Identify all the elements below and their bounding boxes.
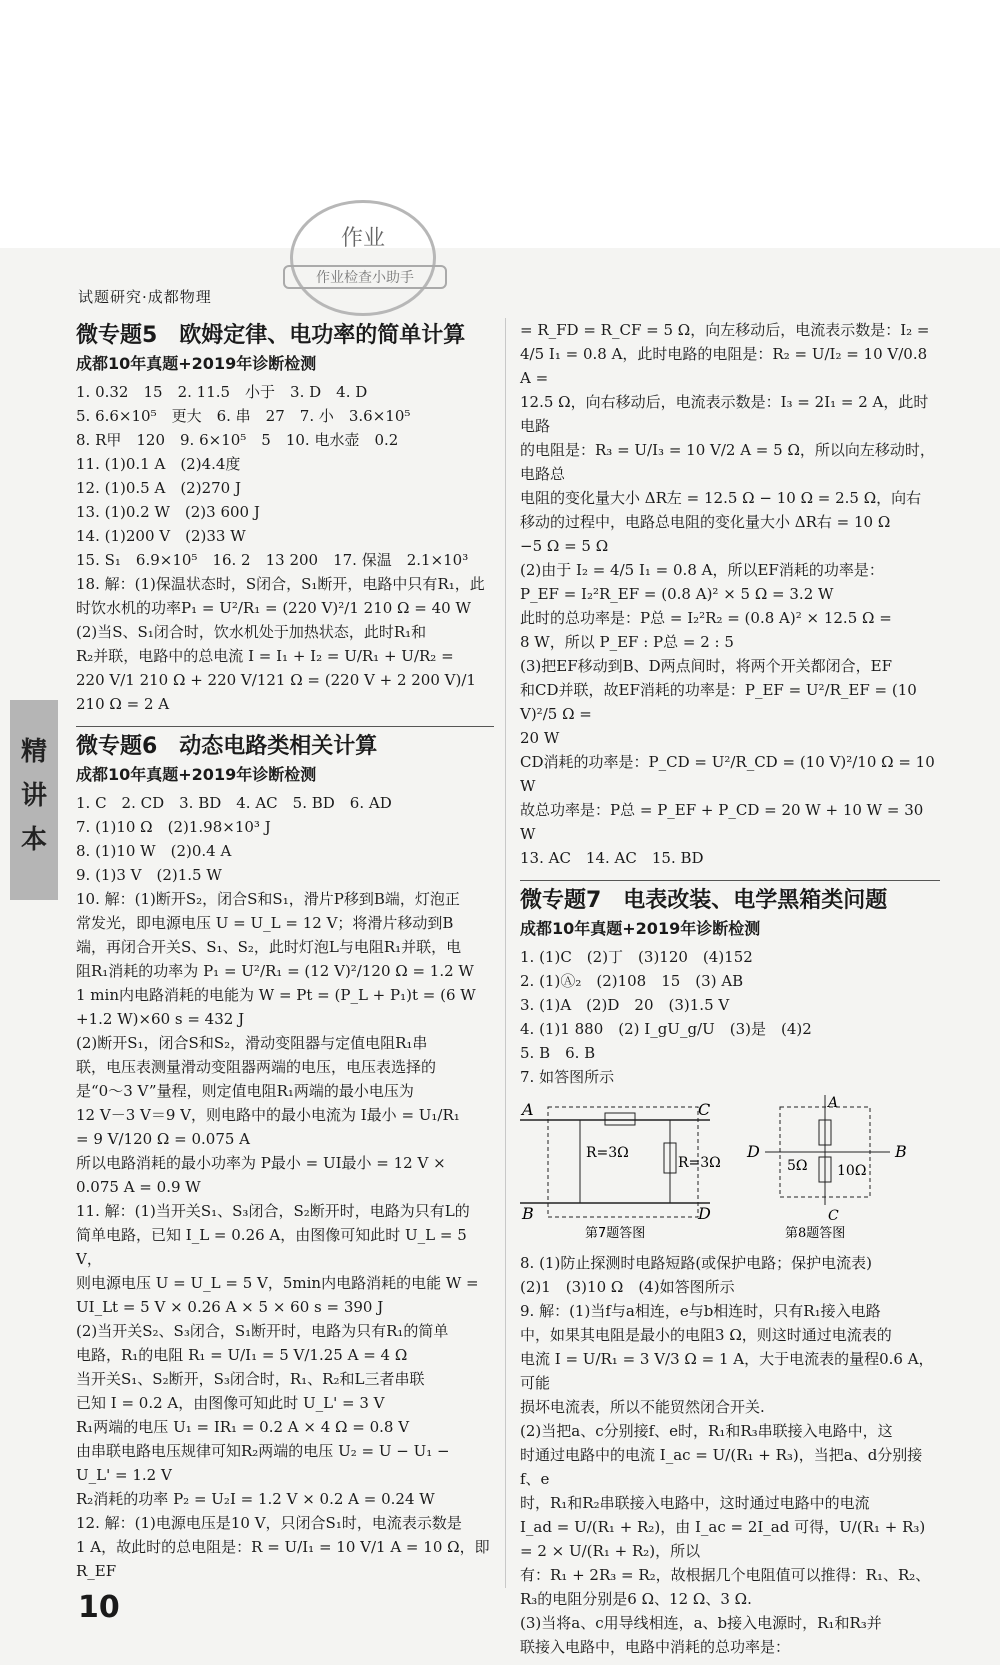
- label-d: D: [747, 1142, 760, 1161]
- side-tab-label: 精讲本: [21, 737, 48, 855]
- section-5-subtitle: 成都10年真题+2019年诊断检测: [76, 354, 317, 373]
- answer-line: I_ad = U/(R₁ + R₂)，由 I_ac = 2I_ad 可得，U/(R₁ + R₃) = 2 × U/(R₁ + R₂)，所以: [520, 1518, 926, 1560]
- answer-line: (2)1 (3)10 Ω (4)如答图所示: [520, 1278, 735, 1296]
- answer-line: 7. (1)10 Ω (2)1.98×10³ J: [76, 818, 271, 836]
- answer-line: 4/5 I₁ = 0.8 A，此时电路的电阻是：R₂ = U/I₂ = 10 V/0.8 A =: [520, 345, 928, 387]
- answer-line: 电阻的变化量大小 ΔR左 = 12.5 Ω − 10 Ω = 2.5 Ω，向右: [520, 489, 922, 507]
- answer-line: 18. 解：(1)保温状态时，S闭合，S₁断开，电路中只有R₁，此: [76, 575, 485, 593]
- section-7-subtitle: 成都10年真题+2019年诊断检测: [520, 919, 761, 938]
- label-c: C: [698, 1100, 711, 1119]
- answer-line: (3)把EF移动到B、D两点间时，将两个开关都闭合，EF: [520, 657, 893, 675]
- answer-line: 11. 解：(1)当开关S₁、S₃闭合，S₂断开时，电路为只有L的: [76, 1202, 470, 1220]
- label-b: B: [522, 1204, 534, 1223]
- answer-line: 时通过电路中的电流 I_ac = U/(R₁ + R₃)，当把a、d分别接f、e: [520, 1446, 923, 1488]
- answer-line: (2)当开关S₂、S₃闭合，S₁断开时，电路为只有R₁的简单: [76, 1322, 449, 1340]
- resistor-label: 5Ω: [787, 1158, 808, 1174]
- answer-line: 故总功率是：P总 = P_EF + P_CD = 20 W + 10 W = 30 W: [520, 801, 924, 843]
- answer-line: 端，再闭合开关S、S₁、S₂，此时灯泡L与电阻R₁并联，电: [76, 938, 462, 956]
- answer-line: R₁两端的电压 U₁ = IR₁ = 0.2 A × 4 Ω = 0.8 V: [76, 1418, 410, 1436]
- answer-line: 5. 6.6×10⁵ 更大 6. 串 27 7. 小 3.6×10⁵: [76, 407, 411, 425]
- section-separator: [76, 726, 494, 727]
- answer-line: 此时的总功率是：P总 = I₂²R₂ = (0.8 A)² × 12.5 Ω =: [520, 609, 892, 627]
- answer-line: 损坏电流表，所以不能贸然闭合开关.: [520, 1398, 765, 1416]
- section-6-subtitle: 成都10年真题+2019年诊断检测: [76, 765, 317, 784]
- page-header: 试题研究·成都物理: [78, 288, 212, 306]
- resistor-label: R=3Ω: [678, 1155, 721, 1171]
- answer-line: 13. (1)0.2 W (2)3 600 J: [76, 503, 260, 521]
- answer-line: 11. (1)0.1 A (2)4.4度: [76, 455, 241, 473]
- answer-line: R₂消耗的功率 P₂ = U₂I = 1.2 V × 0.2 A = 0.24 W: [76, 1490, 435, 1508]
- stamp-bottom-text: 作业检查小助手: [283, 265, 447, 289]
- answer-line: 移动的过程中，电路总电阻的变化量大小 ΔR右 = 10 Ω: [520, 513, 891, 531]
- answer-line: 是“0～3 V”量程，则定值电阻R₁两端的最小电压为: [76, 1082, 414, 1100]
- answer-line: 有：R₁ + 2R₃ = R₂，故根据几个电阻值可以推得：R₁、R₂、: [520, 1566, 931, 1584]
- answer-line: 8. (1)10 W (2)0.4 A: [76, 842, 232, 860]
- answer-line: (2)由于 I₂ = 4/5 I₁ = 0.8 A，所以EF消耗的功率是：: [520, 561, 884, 579]
- answer-line: 12 V－3 V＝9 V，则电路中的最小电流为 I最小 = U₁/R₁: [76, 1106, 460, 1124]
- answer-line: 已知 I = 0.2 A，由图像可知此时 U_L' = 3 V: [76, 1394, 385, 1412]
- label-a: A: [828, 1095, 839, 1111]
- resistor-label: 10Ω: [837, 1163, 867, 1179]
- answer-line: = 9 V/120 Ω = 0.075 A: [76, 1130, 251, 1148]
- side-tab: [10, 700, 58, 900]
- answer-line: (2)当把a、c分别接f、e时，R₁和R₃串联接入电路中，这: [520, 1422, 893, 1440]
- answer-line: (2)当S、S₁闭合时，饮水机处于加热状态，此时R₁和: [76, 623, 427, 641]
- answer-line: 和CD并联，故EF消耗的功率是：P_EF = U²/R_EF = (10 V)²/5 Ω =: [520, 681, 917, 723]
- answer-line: (2)断开S₁，闭合S和S₂，滑动变阻器与定值电阻R₁串: [76, 1034, 428, 1052]
- resistor-label: R=3Ω: [586, 1145, 629, 1161]
- answer-line: 则电源电压 U = U_L = 5 V，5min内电路消耗的电能 W =: [76, 1274, 479, 1292]
- answer-line: 12. (1)0.5 A (2)270 J: [76, 479, 241, 497]
- figure-7-circuit: [520, 1095, 735, 1245]
- answer-line: 5. B 6. B: [520, 1044, 596, 1062]
- answer-line: P_EF = I₂²R_EF = (0.8 A)² × 5 Ω = 3.2 W: [520, 585, 834, 603]
- answer-line: R₂并联，电路中的总电流 I = I₁ + I₂ = U/R₁ + U/R₂ =: [76, 647, 454, 665]
- answer-line: 由串联电路电压规律可知R₂两端的电压 U₂ = U − U₁ −: [76, 1442, 450, 1460]
- answer-line: 8. (1)防止探测时电路短路(或保护电路；保护电流表): [520, 1254, 873, 1272]
- answer-line: 20 W: [520, 729, 560, 747]
- answer-line: 时，R₁和R₂串联接入电路中，这时通过电路中的电流: [520, 1494, 870, 1512]
- answer-line: 13. AC 14. AC 15. BD: [520, 849, 704, 867]
- answer-line: UI_Lt = 5 V × 0.26 A × 5 × 60 s = 390 J: [76, 1298, 384, 1316]
- answer-line: +1.2 W)×60 s = 432 J: [76, 1010, 245, 1028]
- answer-line: 1 A，故此时的总电阻是：R = U/I₁ = 10 V/1 A = 10 Ω，即 R_EF: [76, 1538, 490, 1580]
- continued-answers: [520, 318, 940, 870]
- section-6-answers: [76, 791, 494, 1583]
- answer-line: −5 Ω = 5 Ω: [520, 537, 609, 555]
- answer-line: R₃的电阻分别是6 Ω、12 Ω、3 Ω.: [520, 1590, 752, 1608]
- answer-line: U_L' = 1.2 V: [76, 1466, 172, 1484]
- answer-line: 联接入电路中，电路中消耗的总功率是：: [520, 1638, 791, 1656]
- section-7-answers: [520, 945, 940, 1089]
- answer-line: 联，电压表测量滑动变阻器两端的电压，电压表选择的: [76, 1058, 437, 1076]
- figure-7-caption: 第7题答图: [585, 1226, 646, 1241]
- answer-line: 8 W，所以 P_EF : P总 = 2 : 5: [520, 633, 734, 651]
- answer-line: 8. R甲 120 9. 6×10⁵ 5 10. 电水壶 0.2: [76, 431, 399, 449]
- answer-line: 0.075 A = 0.9 W: [76, 1178, 201, 1196]
- section-6-title: 微专题6 动态电路类相关计算: [76, 734, 378, 759]
- figure-8-caption: 第8题答图: [785, 1226, 846, 1241]
- answer-line: 1. 0.32 15 2. 11.5 小于 3. D 4. D: [76, 383, 368, 401]
- figure-area: [520, 1095, 940, 1245]
- answer-line: 3. (1)A (2)D 20 (3)1.5 V: [520, 996, 730, 1014]
- column-divider: [505, 318, 506, 1588]
- answer-line: 15. S₁ 6.9×10⁵ 16. 2 13 200 17. 保温 2.1×10³: [76, 551, 469, 569]
- label-d: D: [698, 1204, 711, 1223]
- answer-line: = R_FD = R_CF = 5 Ω，向左移动后，电流表示数是：I₂ =: [520, 321, 930, 339]
- section-5-title: 微专题5 欧姆定律、电功率的简单计算: [76, 323, 466, 348]
- label-b: B: [895, 1142, 907, 1161]
- label-c: C: [828, 1208, 839, 1224]
- answer-line: 所以电路消耗的最小功率为 P最小 = UI最小 = 12 V ×: [76, 1154, 446, 1172]
- answer-line: 1. (1)C (2)丁 (3)120 (4)152: [520, 948, 753, 966]
- figure-8-circuit: [745, 1095, 935, 1245]
- answer-line: 9. 解：(1)当f与a相连，e与b相连时，只有R₁接入电路: [520, 1302, 881, 1320]
- page-number: 10: [78, 1590, 120, 1625]
- answer-line: 1 min内电路消耗的电能为 W = Pt = (P_L + P₁)t = (6 W: [76, 986, 476, 1004]
- section-7-answers-continued: [520, 1251, 940, 1659]
- section-5-answers: [76, 380, 494, 716]
- right-column: [520, 318, 940, 1659]
- label-a: A: [522, 1100, 534, 1119]
- answer-line: 简单电路，已知 I_L = 0.26 A，由图像可知此时 U_L = 5 V，: [76, 1226, 467, 1268]
- answer-line: 当开关S₁、S₂断开，S₃闭合时，R₁、R₂和L三者串联: [76, 1370, 425, 1388]
- answer-line: (3)当将a、c用导线相连，a、b接入电源时，R₁和R₃并: [520, 1614, 882, 1632]
- answer-line: 2. (1)Ⓐ₂ (2)108 15 (3) AB: [520, 972, 744, 990]
- answer-line: 4. (1)1 880 (2) I_gU_g/U (3)是 (4)2: [520, 1020, 812, 1038]
- answer-line: 12. 解：(1)电源电压是10 V，只闭合S₁时，电流表示数是: [76, 1514, 462, 1532]
- answer-line: 220 V/1 210 Ω + 220 V/121 Ω = (220 V + 2 200 V)/1 210 Ω = 2 A: [76, 671, 476, 713]
- answer-line: 的电阻是：R₃ = U/I₃ = 10 V/2 A = 5 Ω，所以向左移动时，电路总: [520, 441, 935, 483]
- answer-line: 电流 I = U/R₁ = 3 V/3 Ω = 1 A，大于电流表的量程0.6 A，可能: [520, 1350, 934, 1392]
- answer-line: 14. (1)200 V (2)33 W: [76, 527, 246, 545]
- section-7-title: 微专题7 电表改装、电学黑箱类问题: [520, 888, 888, 913]
- answer-line: 电路，R₁的电阻 R₁ = U/I₁ = 5 V/1.25 A = 4 Ω: [76, 1346, 408, 1364]
- stamp-top-text: 作业: [340, 226, 385, 251]
- answer-line: 10. 解：(1)断开S₂，闭合S和S₁，滑片P移到B端，灯泡正: [76, 890, 460, 908]
- answer-line: 9. (1)3 V (2)1.5 W: [76, 866, 222, 884]
- answer-line: 阻R₁消耗的功率为 P₁ = U²/R₁ = (12 V)²/120 Ω = 1.2 W: [76, 962, 474, 980]
- answer-line: 7. 如答图所示: [520, 1068, 615, 1086]
- answer-line: 时饮水机的功率P₁ = U²/R₁ = (220 V)²/1 210 Ω = 40 W: [76, 599, 471, 617]
- answer-line: 12.5 Ω，向右移动后，电流表示数是：I₃ = 2I₁ = 2 A，此时电路: [520, 393, 929, 435]
- left-column: [76, 318, 494, 1583]
- answer-line: 中，如果其电阻是最小的电阻3 Ω，则这时通过电流表的: [520, 1326, 892, 1344]
- stamp-logo: [290, 200, 436, 316]
- answer-line: CD消耗的功率是：P_CD = U²/R_CD = (10 V)²/10 Ω = 10 W: [520, 753, 935, 795]
- section-separator: [520, 880, 940, 881]
- answer-line: 常发光，即电源电压 U = U_L = 12 V；将滑片移动到B: [76, 914, 454, 932]
- answer-line: 1. C 2. CD 3. BD 4. AC 5. BD 6. AD: [76, 794, 392, 812]
